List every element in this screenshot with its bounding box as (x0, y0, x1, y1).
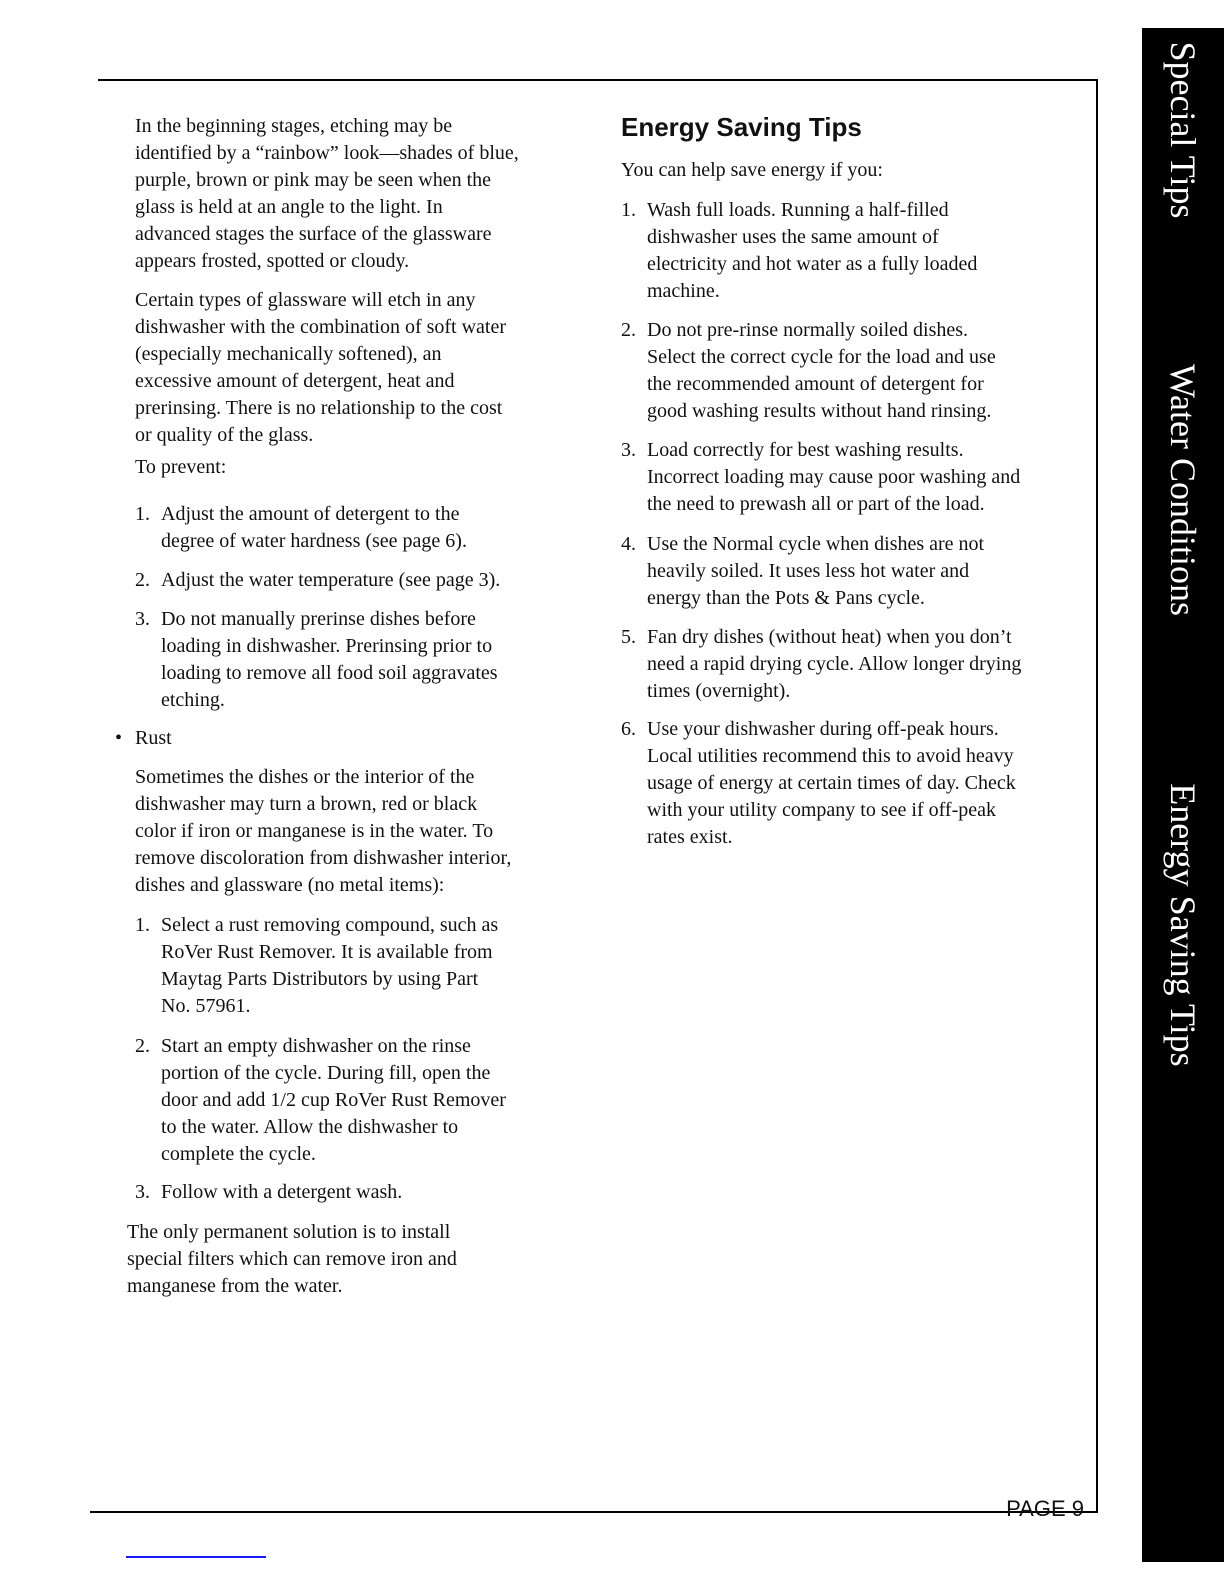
text-line: the need to prewash all or part of the load. (647, 493, 985, 515)
text-line: dishwasher with the combination of soft water (135, 316, 507, 338)
text-line: You can help save energy if you: (621, 159, 883, 181)
top-rule (98, 79, 1098, 81)
sidebar-tab-special-tips[interactable]: Special Tips (1163, 41, 1203, 219)
text-line: prerinsing. There is no relationship to the cost (135, 397, 503, 419)
list-number: 3. (621, 439, 636, 461)
text-line: Do not pre-rinse normally soiled dishes. (647, 319, 969, 341)
list-item-text (647, 624, 1021, 705)
text-line: identified by a “rainbow” look—shades of blue, (135, 142, 519, 164)
list-number: 3. (135, 1181, 150, 1203)
etching-causes-paragraph (135, 287, 506, 449)
text-line: Select the correct cycle for the load and use (647, 346, 996, 368)
list-item-text (647, 531, 984, 612)
text-line: (especially mechanically softened), an (135, 343, 442, 365)
list-item-text (647, 716, 1016, 851)
list-number: 5. (621, 626, 636, 648)
text-line: heavily soiled. It uses less hot water and (647, 560, 970, 582)
rust-intro-paragraph (135, 764, 511, 899)
link-underline (126, 1556, 266, 1558)
text-line: portion of the cycle. During fill, open the (161, 1062, 491, 1084)
list-number: 2. (135, 1035, 150, 1057)
sidebar-tab-water-conditions[interactable]: Water Conditions (1163, 363, 1203, 617)
text-line: electricity and hot water as a fully loaded (647, 253, 978, 275)
text-line: or quality of the glass. (135, 424, 314, 446)
text-line: appears frosted, spotted or cloudy. (135, 250, 410, 272)
text-line: Incorrect loading may cause poor washing and (647, 466, 1021, 488)
text-line: need a rapid drying cycle. Allow longer drying (647, 653, 1022, 675)
list-item-text (647, 437, 1020, 518)
text-line: Fan dry dishes (without heat) when you don’t (647, 626, 1012, 648)
text-line: door and add 1/2 cup RoVer Rust Remover (161, 1089, 506, 1111)
list-item-text (161, 1179, 402, 1206)
list-number: 1. (621, 199, 636, 221)
sidebar-tab-energy-saving-tips[interactable]: Energy Saving Tips (1163, 783, 1203, 1067)
list-number: 1. (135, 914, 150, 936)
list-number: 3. (135, 608, 150, 630)
text-line: Select a rust removing compound, such as (161, 914, 499, 936)
text-line: glass is held at an angle to the light. In (135, 196, 443, 218)
text-line: good washing results without hand rinsing. (647, 400, 992, 422)
text-line: etching. (161, 689, 225, 711)
text-line: Maytag Parts Distributors by using Part (161, 968, 479, 990)
text-line: times (overnight). (647, 680, 791, 702)
text-line: Adjust the amount of detergent to the (161, 503, 460, 525)
list-number: 1. (135, 503, 150, 525)
text-line: to the water. Allow the dishwasher to (161, 1116, 459, 1138)
text-line: complete the cycle. (161, 1143, 316, 1165)
list-item-text (161, 606, 498, 714)
list-number: 4. (621, 533, 636, 555)
text-line: degree of water hardness (see page 6). (161, 530, 467, 552)
text-line: color if iron or manganese is in the water. To (135, 820, 494, 842)
list-number: 2. (621, 319, 636, 341)
list-item-text (161, 912, 498, 1020)
text-line: Follow with a detergent wash. (161, 1181, 403, 1203)
rust-label: Rust (135, 727, 172, 749)
text-line: loading in dishwasher. Prerinsing prior to (161, 635, 493, 657)
text-line: To prevent: (135, 456, 227, 478)
bullet-icon: • (115, 727, 123, 749)
text-line: with your utility company to see if off-peak (647, 799, 996, 821)
energy-intro-paragraph (621, 157, 883, 184)
text-line: purple, brown or pink may be seen when the (135, 169, 492, 191)
rust-bullet-item (115, 725, 172, 752)
text-line: usage of energy at certain times of day. Check (647, 772, 1016, 794)
list-item-text (161, 501, 467, 555)
text-line: Adjust the water temperature (see page 3). (161, 569, 501, 591)
text-line: manganese from the water. (127, 1275, 343, 1297)
text-line: The only permanent solution is to install (127, 1221, 451, 1243)
text-line: the recommended amount of detergent for (647, 373, 984, 395)
text-line: No. 57961. (161, 995, 251, 1017)
text-line: energy than the Pots & Pans cycle. (647, 587, 925, 609)
text-line: machine. (647, 280, 720, 302)
text-line: Sometimes the dishes or the interior of the (135, 766, 475, 788)
text-line: loading to remove all food soil aggravates (161, 662, 498, 684)
list-item-text (161, 1033, 506, 1168)
rust-conclusion-paragraph (127, 1219, 457, 1300)
text-line: excessive amount of detergent, heat and (135, 370, 455, 392)
bottom-rule (90, 1511, 1098, 1513)
text-line: dishwasher may turn a brown, red or black (135, 793, 478, 815)
right-rule (1096, 79, 1098, 1513)
text-line: Wash full loads. Running a half-filled (647, 199, 949, 221)
energy-saving-tips-heading: Energy Saving Tips (621, 112, 862, 142)
text-line: Do not manually prerinse dishes before (161, 608, 476, 630)
text-line: Use your dishwasher during off-peak hours. (647, 718, 999, 740)
text-line: RoVer Rust Remover. It is available from (161, 941, 493, 963)
list-number: 6. (621, 718, 636, 740)
text-line: dishes and glassware (no metal items): (135, 874, 445, 896)
etching-intro-paragraph (135, 113, 519, 275)
section-sidebar (1142, 28, 1224, 1562)
list-item-text (647, 317, 996, 425)
to-prevent-label (135, 454, 226, 481)
text-line: special filters which can remove iron and (127, 1248, 457, 1270)
text-line: advanced stages the surface of the glassware (135, 223, 492, 245)
list-number: 2. (135, 569, 150, 591)
text-line: Start an empty dishwasher on the rinse (161, 1035, 471, 1057)
page-number: PAGE 9 (1006, 1496, 1084, 1521)
text-line: Use the Normal cycle when dishes are not (647, 533, 985, 555)
text-line: dishwasher uses the same amount of (647, 226, 939, 248)
text-line: Load correctly for best washing results. (647, 439, 964, 461)
text-line: Certain types of glassware will etch in any (135, 289, 476, 311)
text-line: remove discoloration from dishwasher interior, (135, 847, 512, 869)
text-line: rates exist. (647, 826, 733, 848)
text-line: In the beginning stages, etching may be (135, 115, 453, 137)
list-item-text (647, 197, 977, 305)
list-item-text (161, 567, 500, 594)
text-line: Local utilities recommend this to avoid heavy (647, 745, 1014, 767)
